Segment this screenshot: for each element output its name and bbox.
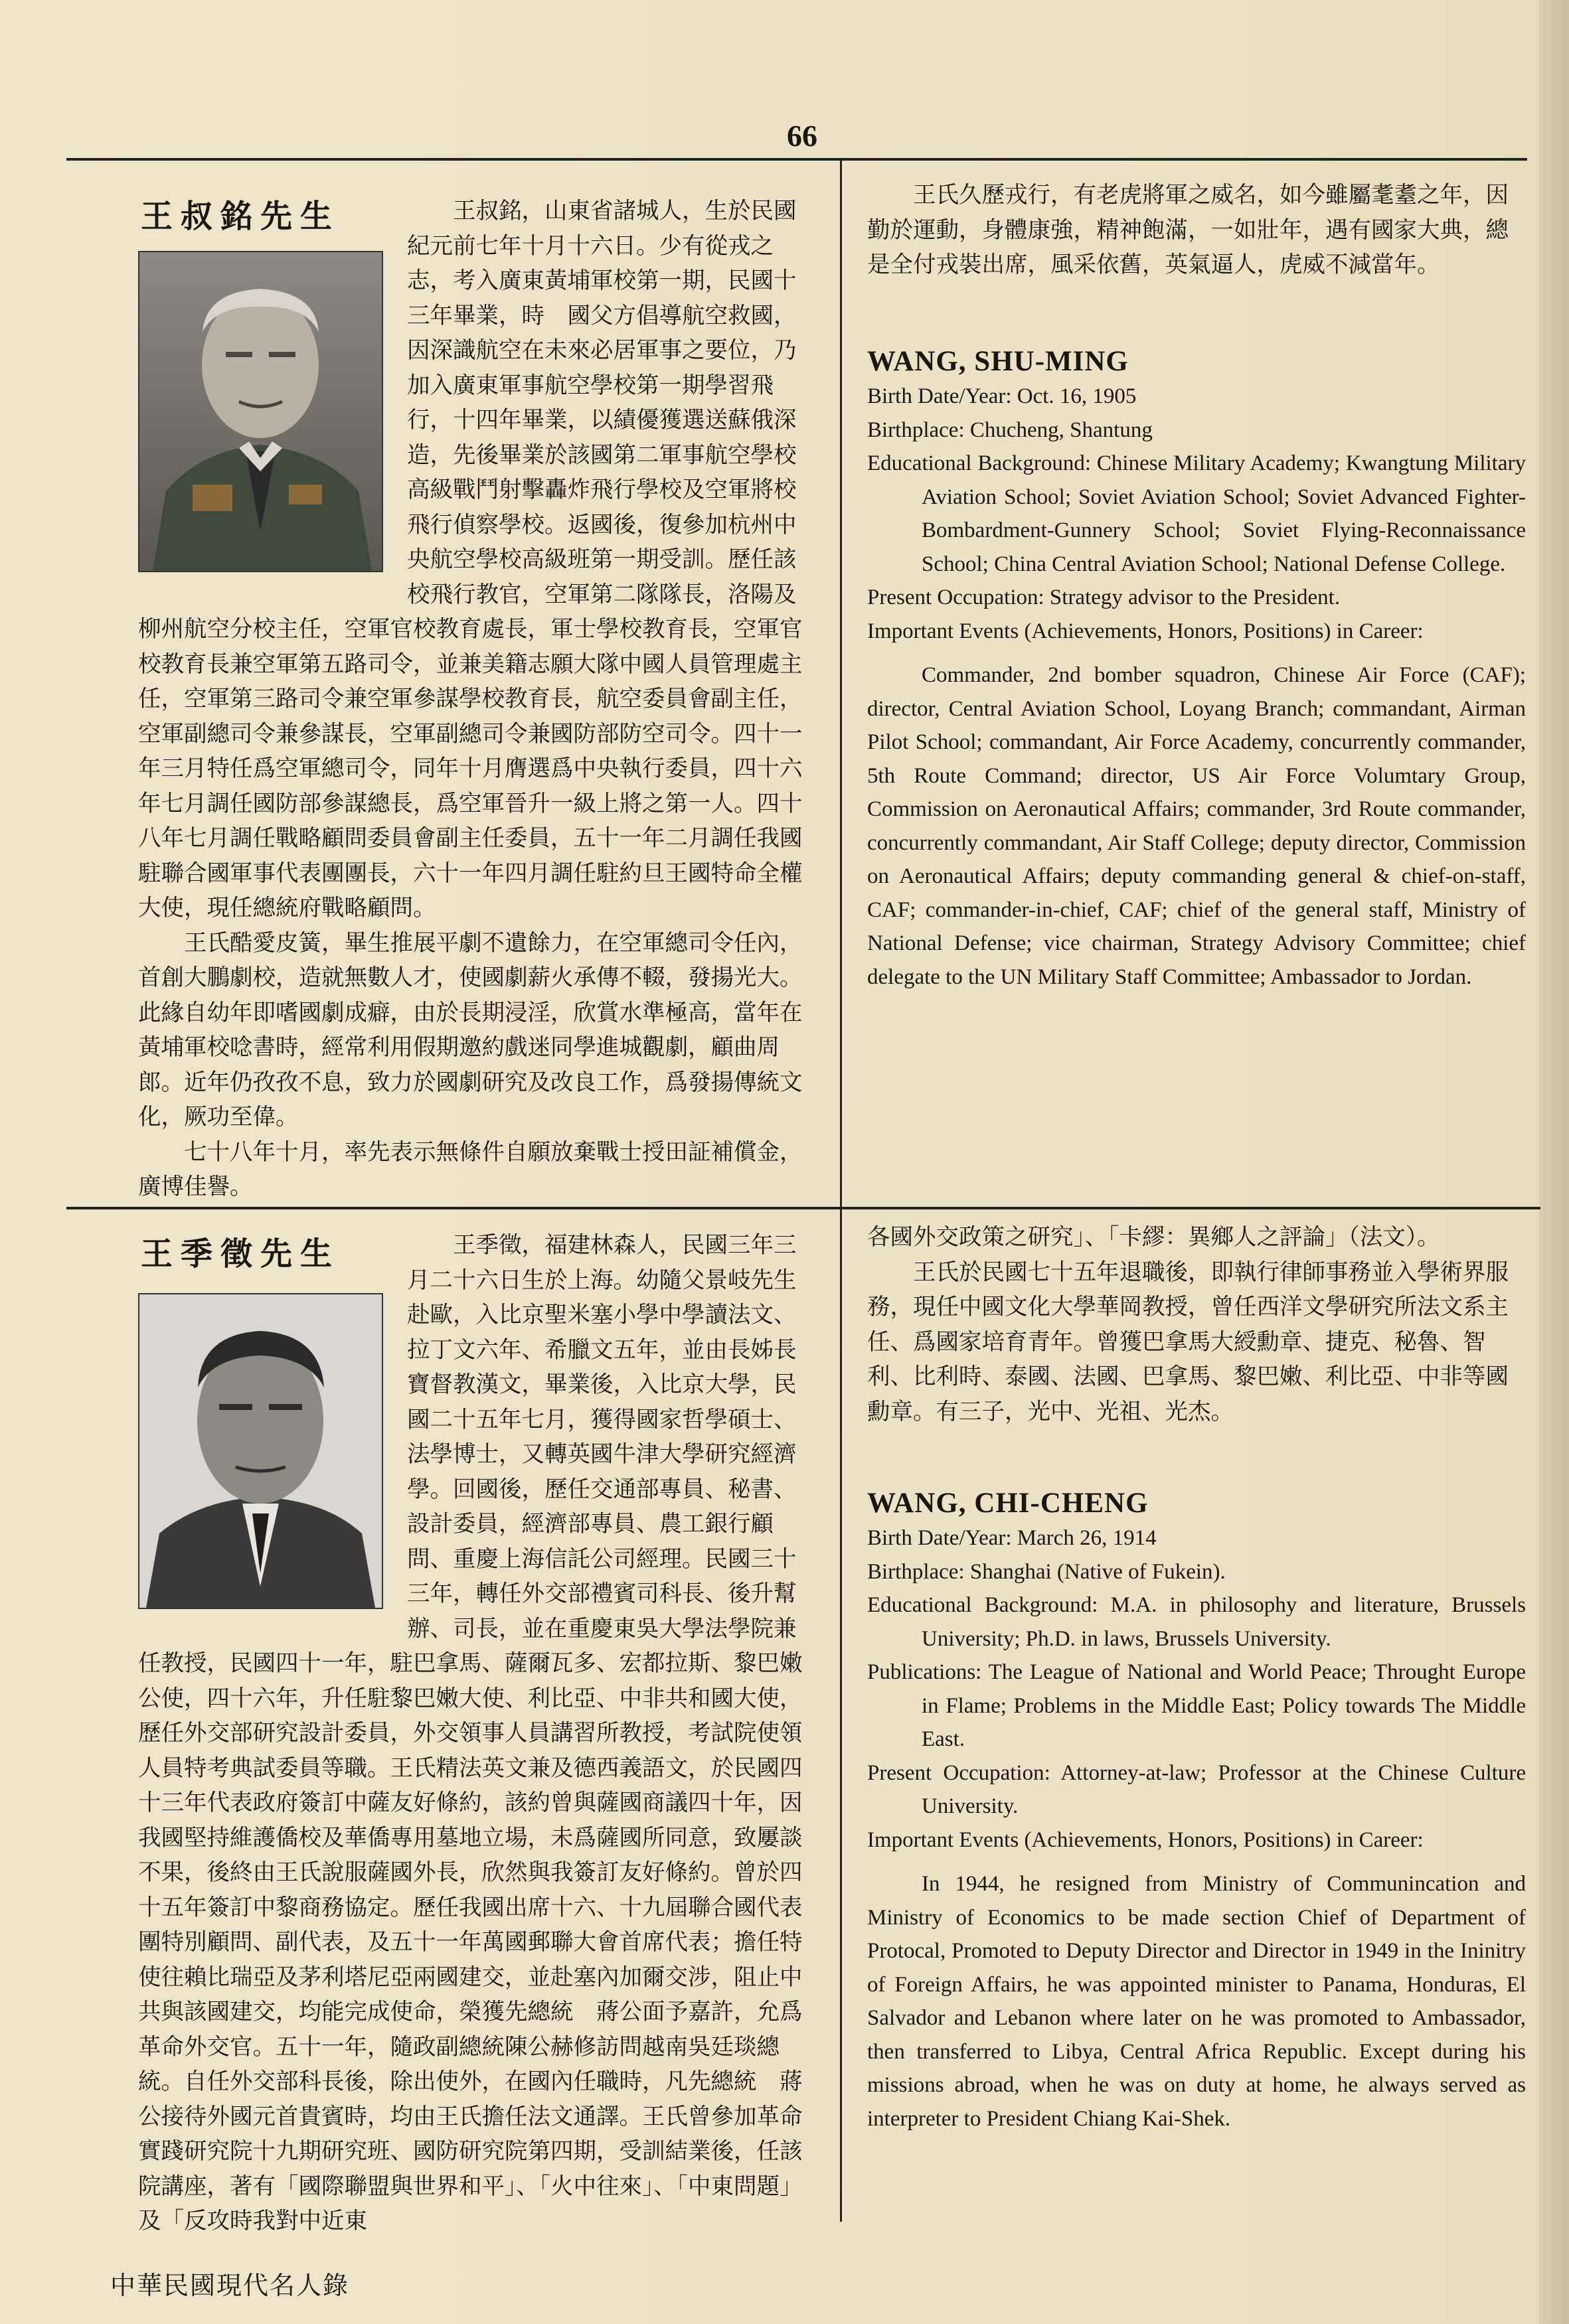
- column-divider-top: [840, 161, 842, 1207]
- entry2-occupation: Present Occupation: Attorney-at-law; Professor at the Chinese Culture University.: [867, 1760, 1526, 1818]
- portrait-text-wrap-spacer: [138, 194, 407, 579]
- page-edge: [1539, 0, 1569, 2324]
- entry2-continuation-paragraph-2: 王氏於民國七十五年退職後，即執行律師事務並入學術界服務，現任中國文化大學華岡教授，曾任西洋文學研究所法文系主任、爲國家培育青年。曾獲巴拿馬大綬勳章、捷克、秘魯、智利、比利時、泰國、法國、巴拿馬、黎巴嫩、利比亞、中非等國勳章。有三子，光中、光祖、光杰。: [867, 1259, 1509, 1425]
- entry1-continuation-zh: [867, 178, 1525, 283]
- entry2-name-zh: 王季徵先生: [141, 1235, 341, 1273]
- entry2-continuation-zh: [867, 1220, 1525, 1429]
- entry2-english: [867, 1486, 1526, 2135]
- entry2-bio-zh: [138, 1228, 806, 2239]
- top-rule: [66, 158, 1527, 161]
- middle-rule: [66, 1207, 1540, 1209]
- entry2-career: In 1944, he resigned from Ministry of Communincation and Ministry of Economics to be made section Chief of Department of Protocal, Promoted to Deputy Director and Director in 1949 in the Ininitry of Foreign Affairs, he was appointed minister to Panama, Honduras, El Salvador and Lebanon where later on he was promoted to Ambassador, then transferred to Libya, Central Africa Republic. Except during his missions abroad, when he was on duty at home, he always served as interpreter to President Chiang Kai-Shek.: [867, 1872, 1526, 2131]
- entry2-continuation-paragraph-1: 各國外交政策之研究」、「卡繆：異鄉人之評論」（法文）。: [867, 1224, 1440, 1251]
- entry1-occupation: Present Occupation: Strategy advisor to the President.: [867, 585, 1341, 609]
- entry1-birth-date: Birth Date/Year: Oct. 16, 1905: [867, 384, 1137, 408]
- entry2-birthplace: Birthplace: Shanghai (Native of Fukein).: [867, 1559, 1226, 1584]
- entry1-events-label: Important Events (Achievements, Honors, Positions) in Career:: [867, 619, 1424, 643]
- portrait-text-wrap-spacer: [138, 1228, 407, 1613]
- footer-book-title: 中華民國現代名人錄: [110, 2271, 350, 2300]
- column-divider-bottom: [840, 1209, 842, 2222]
- entry1-bio-zh: [138, 194, 806, 1205]
- entry1-english: [867, 344, 1526, 994]
- page-number: 66: [787, 119, 817, 153]
- entry1-bio-paragraph-1: 王叔銘，山東省諸城人，生於民國紀元前七年十月十六日。少有從戎之志，考入廣東黃埔軍校第一期，民國十三年畢業，時 國父方倡導航空救國，因深識航空在未來必居軍事之要位，乃加入廣東軍事航空學校第一期學習飛行，十四年畢業，以績優獲選送蘇俄深造，先後畢業於該國第二軍事航空學校高級戰鬥射擊轟炸飛行學校及空軍將校飛行偵察學校。返國後，復參加杭州中央航空學校高級班第一期受訓。歷任該校飛行教官，空軍第二隊隊長，洛陽及柳州航空分校主任，空軍官校教育處長，軍士學校教育長，空軍官校教育長兼空軍第五路司令，並兼美籍志願大隊中國人員管理處主任，空軍第三路司令兼空軍參謀學校教育長，航空委員會副主任，空軍副總司令兼參謀長，空軍副總司令兼國防部防空司令。四十一年三月特任爲空軍總司令，同年十月膺選爲中央執行委員，四十六年七月調任國防部參謀總長，爲空軍晉升一級上將之第一人。四十八年七月調任戰略顧問委員會副主任委員，五十一年二月調任我國駐聯合國軍事代表團團長，六十一年四月調任駐約旦王國特命全權大使，現任總統府戰略顧問。: [138, 198, 803, 921]
- entry2-bio-paragraph-1: 王季徵，福建林森人，民國三年三月二十六日生於上海。幼隨父景岐先生赴歐，入比京聖米塞小學中學讀法文、拉丁文六年、希臘文五年，並由長姊長寶督教漢文，畢業後，入比京大學，民國二十五年七月，獲得國家哲學碩士、法學博士，又轉英國牛津大學研究經濟學。回國後，歷任交通部專員、秘書、設計委員，經濟部專員、農工銀行顧問、重慶上海信託公司經理。民國三十三年，轉任外交部禮賓司科長、後升幫辦、司長，並在重慶東吳大學法學院兼任教授，民國四十一年，駐巴拿馬、薩爾瓦多、宏都拉斯、黎巴嫩公使，四十六年，升任駐黎巴嫩大使、利比亞、中非共和國大使，歷任外交部研究設計委員，外交領事人員講習所教授，考試院使領人員特考典試委員等職。王氏精法英文兼及德西義語文，於民國四十三年代表政府簽訂中薩友好條約，該約曾與薩國商議四十年，因我國堅持維護僑校及華僑專用墓地立場，未爲薩國所同意，致屢談不果，後終由王氏說服薩國外長，欣然與我簽訂友好條約。曾於四十五年簽訂中黎商務協定。歷任我國出席十六、十九屆聯合國代表團特別顧問、副代表，及五十一年萬國郵聯大會首席代表；擔任特使往賴比瑞亞及茅利塔尼亞兩國建交，並赴塞內加爾交涉，阻止中共與該國建交，均能完成使命，榮獲先總統 蔣公面予嘉許，允爲革命外交官。五十一年，隨政副總統陳公赫修訪問越南吳廷琰總統。自任外交部科長後，除出使外，在國內任職時，凡先總統 蔣公接待外國元首貴賓時，均由王氏擔任法文通譯。王氏曾參加革命實踐研究院十九期研究班、國防研究院第四期，受訓結業後，任該院講座，著有「國際聯盟與世界和平」、「火中往來」、「中東問題」及「反攻時我對中近東: [138, 1232, 803, 2234]
- entry1-education: Educational Background: Chinese Military Academy; Kwangtung Military Aviation School; Soviet Aviation School; Soviet Advanced Fighter-Bombardment-Gunnery School; Soviet Flying-Reconnaissance School; China Central Aviation School; National Defense College.: [867, 451, 1526, 576]
- entry2-name-en: WANG, CHI-CHENG: [867, 1488, 1149, 1519]
- entry1-bio-paragraph-2: 王氏酷愛皮簧，畢生推展平劇不遺餘力，在空軍總司令任內，首創大鵬劇校，造就無數人才，使國劇薪火承傳不輟，發揚光大。此緣自幼年即嗜國劇成癖，由於長期浸淫，欣賞水準極高，當年在黃埔軍校唸書時，經常利用假期邀約戲迷同學進城觀劇，顧曲周郎。近年仍孜孜不息，致力於國劇研究及改良工作，爲發揚傳統文化，厥功至偉。: [138, 929, 803, 1130]
- entry2-events-label: Important Events (Achievements, Honors, Positions) in Career:: [867, 1827, 1424, 1852]
- entry1-name-zh: 王叔銘先生: [141, 198, 341, 235]
- entry2-publications: Publications: The League of National and World Peace; Throught Europe in Flame; Problems in the Middle East; Policy towards The Middle East.: [867, 1660, 1526, 1751]
- entry2-birth-date: Birth Date/Year: March 26, 1914: [867, 1526, 1157, 1550]
- entry1-career: Commander, 2nd bomber squadron, Chinese Air Force (CAF); director, Central Aviation School, Loyang Branch; commandant, Airman Pilot School; commandant, Air Force Academy, concurrently commander, 5th Route Command; director, US Air Force Volumtary Group, Commission on Aeronautical Affairs; commander, 3rd Route commander, concurrently commandant, Air Staff College; deputy director, Commission on Aeronautical Affairs; deputy commanding general & chief-on-staff, CAF; commander-in-chief, CAF; chief of the general staff, Ministry of National Defense; vice chairman, Strategy Advisory Committee; chief delegate to the UN Military Staff Committee; Ambassador to Jordan.: [867, 663, 1526, 989]
- entry1-continuation-paragraph: 王氏久歷戎行，有老虎將軍之威名，如今雖屬耄耋之年，因勤於運動，身體康強，精神飽滿，一如壯年，遇有國家大典，總是全付戎裝出席，風采依舊，英氣逼人，虎威不減當年。: [867, 182, 1509, 278]
- entry2-education: Educational Background: M.A. in philosophy and literature, Brussels University; Ph.D. in laws, Brussels University.: [867, 1593, 1526, 1651]
- entry1-bio-paragraph-3: 七十八年十月，率先表示無條件自願放棄戰士授田証補償金，廣博佳譽。: [138, 1138, 803, 1200]
- entry1-birthplace: Birthplace: Chucheng, Shantung: [867, 418, 1153, 442]
- entry1-name-en: WANG, SHU-MING: [867, 346, 1129, 377]
